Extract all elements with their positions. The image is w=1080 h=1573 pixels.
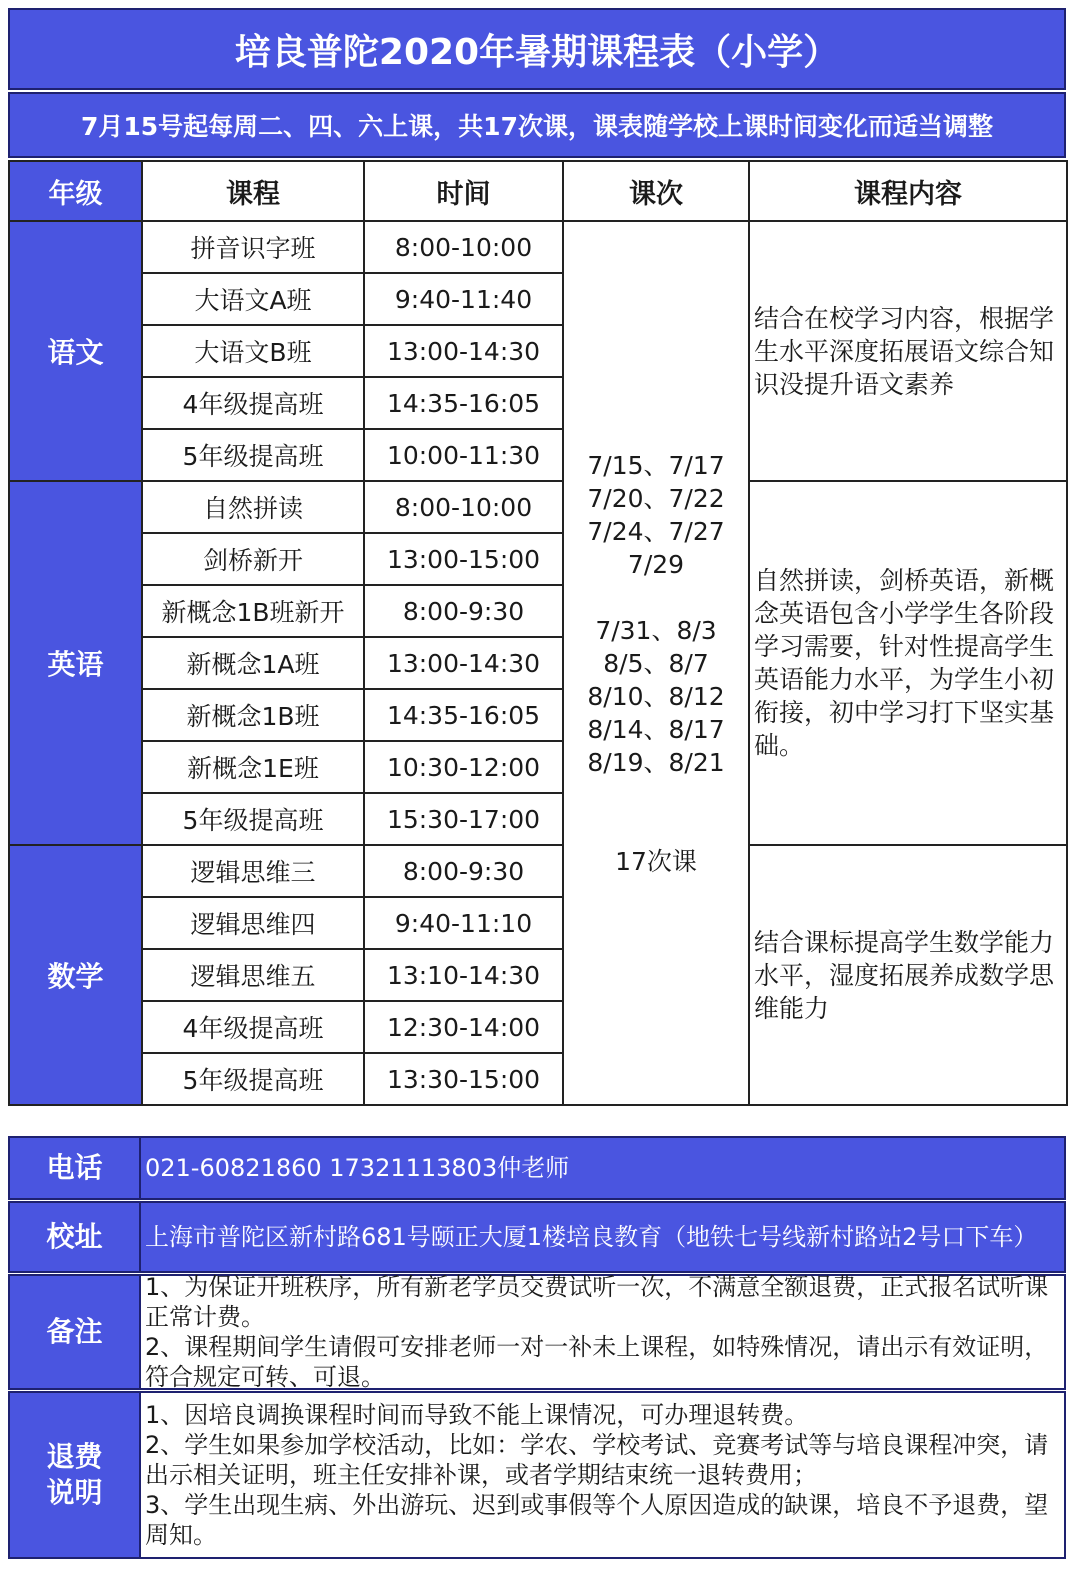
address-value: 上海市普陀区新村路681号颐正大厦1楼培良教育（地铁七号线新村路站2号口下车）: [141, 1201, 1066, 1273]
course-name: 5年级提高班: [142, 793, 364, 845]
course-time: 13:00-15:00: [364, 533, 563, 585]
session-date: 8/10、8/12: [587, 681, 725, 711]
session-date: 7/15、7/17: [587, 450, 725, 480]
course-time: 13:00-14:30: [364, 325, 563, 377]
table-row: [9, 481, 1067, 533]
course-table: [8, 160, 1068, 1106]
refund-row: [8, 1391, 1066, 1559]
course-name: 4年级提高班: [142, 1001, 364, 1053]
refund-line: 3、学生出现生病、外出游玩、迟到或事假等个人原因造成的缺课，培良不予退费，望周知。: [145, 1491, 1049, 1549]
course-name: 新概念1B班: [142, 689, 364, 741]
notes-value: [141, 1274, 1066, 1390]
english-description: 自然拼读，剑桥英语，新概念英语包含小学学生各阶段学习需要，针对性提高学生英语能力水平，为学生小初衔接，初中学习打下坚实基础。: [749, 481, 1067, 845]
notes-line: 1、为保证开班秩序，所有新老学员交费试听一次，不满意全额退费，正式报名试听课正常计费。: [145, 1273, 1049, 1331]
session-total: 17次课: [615, 846, 697, 876]
course-time: 8:00-10:00: [364, 481, 563, 533]
chinese-description: 结合在校学习内容，根据学生水平深度拓展语文综合知识没提升语文素养: [749, 221, 1067, 481]
schedule-sheet: [8, 8, 1066, 1560]
course-time: 10:00-11:30: [364, 429, 563, 481]
course-name: 5年级提高班: [142, 429, 364, 481]
course-name: 逻辑思维三: [142, 845, 364, 897]
course-name: 新概念1A班: [142, 637, 364, 689]
table-row: [9, 221, 1067, 273]
math-description: 结合课标提高学生数学能力水平，湿度拓展养成数学思维能力: [749, 845, 1067, 1105]
course-time: 13:00-14:30: [364, 637, 563, 689]
address-row: [8, 1201, 1066, 1273]
course-time: 8:00-9:30: [364, 585, 563, 637]
course-name: 大语文B班: [142, 325, 364, 377]
session-date: 8/19、8/21: [587, 747, 725, 777]
session-date: 7/31、8/3: [595, 615, 717, 645]
address-label: 校址: [8, 1201, 141, 1273]
course-time: 14:35-16:05: [364, 689, 563, 741]
course-time: 8:00-9:30: [364, 845, 563, 897]
course-name: 逻辑思维五: [142, 949, 364, 1001]
header-time: 时间: [364, 161, 563, 221]
table-header-row: [9, 161, 1067, 221]
session-date: 8/14、8/17: [587, 714, 725, 744]
header-course: 课程: [142, 161, 364, 221]
course-name: 5年级提高班: [142, 1053, 364, 1105]
header-grade: 年级: [9, 161, 142, 221]
session-date: 7/20、7/22: [587, 483, 725, 513]
phone-row: [8, 1136, 1066, 1200]
course-time: 15:30-17:00: [364, 793, 563, 845]
refund-value: [141, 1391, 1066, 1559]
course-time: 10:30-12:00: [364, 741, 563, 793]
course-name: 大语文A班: [142, 273, 364, 325]
course-time: 13:10-14:30: [364, 949, 563, 1001]
phone-value: 021-60821860 17321113803仲老师: [141, 1136, 1066, 1200]
course-name: 自然拼读: [142, 481, 364, 533]
course-name: 新概念1B班新开: [142, 585, 364, 637]
subject-english: 英语: [9, 481, 142, 845]
course-time: 14:35-16:05: [364, 377, 563, 429]
course-name: 逻辑思维四: [142, 897, 364, 949]
course-name: 新概念1E班: [142, 741, 364, 793]
schedule-subtitle: 7月15号起每周二、四、六上课，共17次课，课表随学校上课时间变化而适当调整: [8, 92, 1066, 158]
refund-label: [8, 1391, 141, 1559]
notes-line: 2、课程期间学生请假可安排老师一对一补未上课程，如特殊情况，请出示有效证明，符合规定可转、可退。: [145, 1333, 1049, 1391]
course-name: 剑桥新开: [142, 533, 364, 585]
session-date: 7/24、7/27: [587, 516, 725, 546]
course-time: 9:40-11:40: [364, 273, 563, 325]
page-title: 培良普陀2020年暑期课程表（小学）: [8, 8, 1066, 90]
header-sessions: 课次: [563, 161, 749, 221]
header-content: 课程内容: [749, 161, 1067, 221]
course-time: 13:30-15:00: [364, 1053, 563, 1105]
subject-math: 数学: [9, 845, 142, 1105]
session-date: 7/29: [627, 549, 685, 579]
refund-label-text: 退费 说明: [46, 1440, 103, 1509]
notes-row: [8, 1274, 1066, 1390]
refund-line: 1、因培良调换课程时间而导致不能上课情况，可办理退转费。: [145, 1401, 809, 1429]
course-name: 拼音识字班: [142, 221, 364, 273]
table-row: [9, 845, 1067, 897]
session-dates: [563, 221, 749, 1105]
course-name: 4年级提高班: [142, 377, 364, 429]
course-time: 8:00-10:00: [364, 221, 563, 273]
refund-line: 2、学生如果参加学校活动，比如：学农、学校考试、竞赛考试等与培良课程冲突，请出示相关证明，班主任安排补课，或者学期结束统一退转费用；: [145, 1431, 1049, 1489]
notes-label: 备注: [8, 1274, 141, 1390]
subject-chinese: 语文: [9, 221, 142, 481]
phone-label: 电话: [8, 1136, 141, 1200]
course-time: 12:30-14:00: [364, 1001, 563, 1053]
session-date: 8/5、8/7: [603, 648, 709, 678]
course-time: 9:40-11:10: [364, 897, 563, 949]
